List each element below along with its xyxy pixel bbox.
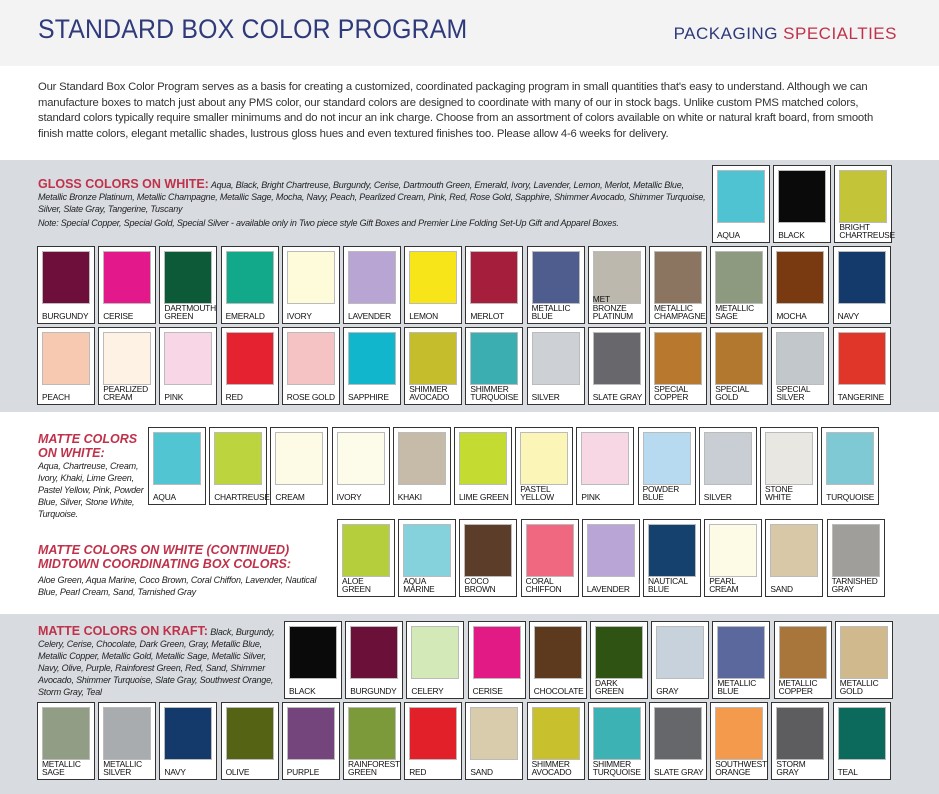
swatch-label: METALLIC BLUE — [531, 302, 571, 322]
swatch-label: PEACH — [42, 392, 70, 403]
swatch-gray — [651, 621, 709, 699]
swatch-label: SPECIAL GOLD — [715, 383, 749, 403]
swatch-label: MET BRONZE PLATINUM — [592, 294, 633, 322]
swatch-burgundy — [37, 246, 95, 324]
swatch-metallic-sage — [37, 702, 95, 780]
swatch-sand — [465, 702, 523, 780]
swatch-nautical-blue — [643, 519, 701, 597]
swatch-label: SILVER — [703, 492, 732, 503]
swatch-pearl-cream — [704, 519, 762, 597]
swatch-label: SLATE GRAY — [592, 392, 643, 403]
swatch-metallic-copper — [774, 621, 832, 699]
swatch-label: SHIMMER TURQUOISE — [470, 383, 519, 403]
swatch-silver — [527, 327, 585, 405]
swatch-color — [648, 524, 696, 577]
intro-paragraph: Our Standard Box Color Program serves as a basis for creating a customized, coordinated packaging program in small quantities that's easy to understand. Although we can manufacture boxes to match just about any PMS color, our standard colors are designed to coordinate with many of our in stock bags. Unlike custom PMS matched colors, standard colors typically require smaller minimums and do not incur an ink charge. Choose from an assortment of colors available on white or natural kraft board, from smooth finish matte colors, elegant metallic shades, lustrous gloss hues and even textured finishes too. Please allow 4-6 weeks for delivery. — [38, 81, 874, 140]
swatch-teal — [833, 702, 891, 780]
gloss-list: Aqua, Black, Bright Chartreuse, Burgundy, Cerise, Dartmouth Green, Emerald, Ivory, Lavender, Lemon, Merlot, Metallic Blue, Metallic Bronze Platinum, Metallic Champagne, Metallic Sage, Mocha, Navy, Peach, Pearlized Cream, Pink, Red, Rose Gold, Sapphire, Shimmer Avocado, Shimmer Turquoise, Silver, Slate Gray, Tangerine, Tuscany — [38, 180, 706, 214]
swatch-shimmer-avocado — [527, 702, 585, 780]
swatch-slate-gray — [649, 702, 707, 780]
swatch-color — [832, 524, 880, 577]
swatch-color — [464, 524, 512, 577]
swatch-label: DARK GREEN — [595, 677, 624, 697]
swatch-red — [404, 702, 462, 780]
swatch-label: SAPPHIRE — [348, 392, 389, 403]
swatch-olive — [221, 702, 279, 780]
swatch-label: LAVENDER — [586, 584, 630, 595]
swatch-color — [164, 251, 212, 304]
swatch-color — [654, 332, 702, 385]
swatch-color — [214, 432, 262, 485]
swatch-coral-chiffon — [521, 519, 579, 597]
swatch-turquoise — [821, 427, 879, 505]
swatch-rainforest-green — [343, 702, 401, 780]
swatch-label: STONE WHITE — [765, 483, 793, 503]
swatch-label: NAVY — [837, 311, 859, 322]
swatch-color — [593, 707, 641, 760]
swatch-shimmer-turquoise — [465, 327, 523, 405]
swatch-label: BLACK — [289, 686, 316, 697]
swatch-label: LIME GREEN — [459, 492, 509, 503]
swatch-label: METALLIC SILVER — [103, 758, 142, 778]
swatch-pink — [159, 327, 217, 405]
swatch-aqua-marine — [398, 519, 456, 597]
page-header — [0, 0, 939, 66]
swatch-dartmouth-green — [159, 246, 217, 324]
swatch-color — [776, 332, 824, 385]
swatch-lavender — [582, 519, 640, 597]
swatch-color — [275, 432, 323, 485]
kraft-heading: MATTE COLORS ON KRAFT: — [38, 624, 208, 638]
swatch-color — [826, 432, 874, 485]
swatch-label: STORM GRAY — [776, 758, 806, 778]
swatch-label: OLIVE — [225, 767, 250, 778]
swatch-ivory — [332, 427, 390, 505]
swatch-label: BURGUNDY — [42, 311, 89, 322]
swatch-label: AQUA — [717, 230, 740, 241]
swatch-label: PURPLE — [286, 767, 320, 778]
swatch-emerald — [221, 246, 279, 324]
swatch-label: PASTEL YELLOW — [520, 483, 554, 503]
swatch-color — [348, 707, 396, 760]
swatch-stone-white — [760, 427, 818, 505]
brand-name — [674, 24, 897, 44]
swatch-special-silver — [771, 327, 829, 405]
swatch-color — [654, 707, 702, 760]
swatch-cerise — [98, 246, 156, 324]
swatch-color — [779, 626, 827, 679]
swatch-color — [776, 251, 824, 304]
swatch-color — [776, 707, 824, 760]
swatch-metallic-champagne — [649, 246, 707, 324]
midtown-heading-2: MIDTOWN COORDINATING BOX COLORS: — [38, 557, 291, 571]
swatch-label: SHIMMER TURQUOISE — [592, 758, 641, 778]
swatch-label: NAUTICAL BLUE — [648, 575, 688, 595]
swatch-label: BRIGHT CHARTREUSE — [839, 221, 895, 241]
swatch-color — [838, 251, 886, 304]
swatch-label: TARNISHED GRAY — [831, 575, 878, 595]
swatch-label: TANGERINE — [837, 392, 885, 403]
swatch-label: SAND — [470, 767, 493, 778]
swatch-color — [398, 432, 446, 485]
swatch-sapphire — [343, 327, 401, 405]
swatch-color — [103, 332, 151, 385]
swatch-color — [459, 432, 507, 485]
swatch-label: CHARTREUSE — [214, 492, 270, 503]
swatch-label: DARTMOUTH GREEN — [164, 302, 216, 322]
swatch-color — [840, 626, 888, 679]
swatch-label: NAVY — [164, 767, 186, 778]
swatch-label: CERISE — [472, 686, 503, 697]
gloss-description — [38, 178, 706, 229]
swatch-color — [587, 524, 635, 577]
swatch-metallic-blue — [527, 246, 585, 324]
swatch-color — [593, 332, 641, 385]
swatch-color — [581, 432, 629, 485]
swatch-color — [342, 524, 390, 577]
swatch-label: BURGUNDY — [350, 686, 397, 697]
swatch-label: ALOE GREEN — [342, 575, 371, 595]
swatch-label: METALLIC COPPER — [778, 677, 818, 697]
swatch-color — [838, 332, 886, 385]
swatch-special-gold — [710, 327, 768, 405]
swatch-label: GRAY — [656, 686, 679, 697]
swatch-label: CERISE — [103, 311, 134, 322]
swatch-color — [103, 707, 151, 760]
swatch-rose-gold — [282, 327, 340, 405]
brand-part-2: SPECIALTIES — [783, 24, 897, 43]
swatch-label: TEAL — [837, 767, 858, 778]
swatch-celery — [406, 621, 464, 699]
swatch-color — [337, 432, 385, 485]
swatch-color — [654, 251, 702, 304]
swatch-color — [226, 332, 274, 385]
swatch-lime-green — [454, 427, 512, 505]
swatch-label: METALLIC BLUE — [717, 677, 757, 697]
swatch-aqua — [712, 165, 770, 243]
swatch-color — [164, 707, 212, 760]
matte-list: Aqua, Chartreuse, Cream, Ivory, Khaki, Lime Green, Pastel Yellow, Pink, Powder Blue, Silver, Stone White, Turquoise. — [38, 461, 144, 519]
swatch-pearlized-cream — [98, 327, 156, 405]
gloss-heading: GLOSS COLORS ON WHITE: — [38, 177, 209, 191]
swatch-label: COCO BROWN — [464, 575, 496, 595]
swatch-silver — [699, 427, 757, 505]
swatch-color — [534, 626, 582, 679]
swatch-color — [403, 524, 451, 577]
swatch-black — [773, 165, 831, 243]
swatch-label: SHIMMER AVOCADO — [531, 758, 572, 778]
swatch-navy — [159, 702, 217, 780]
swatch-color — [348, 332, 396, 385]
swatch-color — [350, 626, 398, 679]
swatch-color — [42, 332, 90, 385]
swatch-color — [470, 251, 518, 304]
swatch-color — [526, 524, 574, 577]
swatch-navy — [833, 246, 891, 324]
swatch-label: PINK — [164, 392, 184, 403]
swatch-shimmer-avocado — [404, 327, 462, 405]
swatch-label: POWDER BLUE — [642, 483, 680, 503]
swatch-color — [717, 626, 765, 679]
swatch-red — [221, 327, 279, 405]
swatch-mocha — [771, 246, 829, 324]
swatch-metallic-sage — [710, 246, 768, 324]
swatch-label: EMERALD — [225, 311, 265, 322]
swatch-chocolate — [529, 621, 587, 699]
swatch-merlot — [465, 246, 523, 324]
swatch-metallic-silver — [98, 702, 156, 780]
swatch-label: METALLIC CHAMPAGNE — [654, 302, 706, 322]
swatch-color — [838, 707, 886, 760]
swatch-lavender — [343, 246, 401, 324]
swatch-label: SHIMMER AVOCADO — [409, 383, 450, 403]
swatch-label: ROSE GOLD — [286, 392, 335, 403]
swatch-tangerine — [833, 327, 891, 405]
swatch-color — [42, 707, 90, 760]
midtown-heading-1: MATTE COLORS ON WHITE (CONTINUED) — [38, 543, 290, 557]
swatch-color — [709, 524, 757, 577]
swatch-color — [532, 251, 580, 304]
swatch-label: CORAL CHIFFON — [525, 575, 562, 595]
swatch-color — [704, 432, 752, 485]
swatch-label: KHAKI — [397, 492, 422, 503]
swatch-color — [778, 170, 826, 223]
swatch-burgundy — [345, 621, 403, 699]
swatch-label: IVORY — [286, 311, 312, 322]
swatch-lemon — [404, 246, 462, 324]
swatch-color — [717, 170, 765, 223]
swatch-color — [164, 332, 212, 385]
swatch-bright-chartreuse — [834, 165, 895, 243]
swatch-tarnished-gray — [827, 519, 885, 597]
midtown-list: Aloe Green, Aqua Marine, Coco Brown, Coral Chiffon, Lavender, Nautical Blue, Pearl Cream, Sand, Tarnished Gray — [38, 575, 317, 597]
swatch-powder-blue — [638, 427, 696, 505]
swatch-label: SOUTHWEST ORANGE — [715, 758, 767, 778]
swatch-label: LEMON — [409, 311, 438, 322]
swatch-color — [287, 332, 335, 385]
swatch-label: CREAM — [275, 492, 305, 503]
swatch-label: LAVENDER — [348, 311, 391, 322]
swatch-color — [643, 432, 691, 485]
swatch-aqua — [148, 427, 206, 505]
swatch-purple — [282, 702, 340, 780]
swatch-label: BLACK — [778, 230, 805, 241]
swatch-color — [409, 332, 457, 385]
swatch-color — [532, 707, 580, 760]
swatch-color — [287, 251, 335, 304]
swatch-color — [411, 626, 459, 679]
swatch-cerise — [468, 621, 526, 699]
swatch-color — [715, 707, 763, 760]
swatch-color — [409, 251, 457, 304]
swatch-color — [42, 251, 90, 304]
swatch-label: RED — [225, 392, 243, 403]
swatch-label: RED — [409, 767, 427, 778]
gloss-note: Note: Special Copper, Special Gold, Special Silver - available only in Two piece style Gift Boxes and Premier Line Folding Set-Up Gift and Apparel Boxes. — [38, 218, 619, 228]
brand-part-1: PACKAGING — [673, 24, 778, 43]
swatch-color — [715, 251, 763, 304]
swatch-label: CELERY — [411, 686, 444, 697]
swatch-color — [470, 707, 518, 760]
swatch-label: SPECIAL SILVER — [776, 383, 811, 403]
swatch-label: METALLIC SAGE — [42, 758, 81, 778]
swatch-label: TURQUOISE — [826, 492, 875, 503]
swatch-color — [103, 251, 151, 304]
swatch-label: PEARL CREAM — [709, 575, 739, 595]
swatch-label: METALLIC GOLD — [839, 677, 879, 697]
swatch-pink — [576, 427, 634, 505]
swatch-color — [348, 251, 396, 304]
swatch-color — [153, 432, 201, 485]
swatch-cream — [270, 427, 328, 505]
swatch-label: SAND — [770, 584, 793, 595]
swatch-sand — [765, 519, 823, 597]
swatch-shimmer-turquoise — [588, 702, 646, 780]
swatch-black — [284, 621, 342, 699]
swatch-label: METALLIC SAGE — [715, 302, 754, 322]
swatch-metallic-blue — [712, 621, 770, 699]
kraft-description — [38, 625, 282, 698]
swatch-peach — [37, 327, 95, 405]
swatch-special-copper — [649, 327, 707, 405]
swatch-color — [409, 707, 457, 760]
swatch-label: AQUA MARINE — [403, 575, 435, 595]
swatch-color — [765, 432, 813, 485]
swatch-slate-gray — [588, 327, 646, 405]
midtown-description — [38, 543, 336, 598]
swatch-color — [715, 332, 763, 385]
swatch-color — [839, 170, 887, 223]
swatch-label: PINK — [581, 492, 601, 503]
swatch-color — [656, 626, 704, 679]
swatch-color — [532, 332, 580, 385]
swatch-color — [226, 707, 274, 760]
swatch-ivory — [282, 246, 340, 324]
swatch-label: MOCHA — [776, 311, 807, 322]
swatch-label: PEARLIZED CREAM — [103, 383, 148, 403]
swatch-label: IVORY — [336, 492, 362, 503]
swatch-label: SPECIAL COPPER — [654, 383, 689, 403]
kraft-list: Black, Burgundy, Celery, Cerise, Chocolate, Dark Green, Gray, Metallic Blue, Metallic Copper, Metallic Gold, Metallic Sage, Metallic Silver, Navy, Olive, Purple, Rainforest Green, Red, Sand, Shimmer Avocado, Shimmer Turquoise, Slate Gray, Southwest Orange, Storm Gray, Teal — [38, 627, 275, 697]
swatch-southwest-orange — [710, 702, 768, 780]
swatch-khaki — [393, 427, 451, 505]
swatch-color — [289, 626, 337, 679]
swatch-aloe-green — [337, 519, 395, 597]
swatch-label: MERLOT — [470, 311, 505, 322]
swatch-color — [226, 251, 274, 304]
swatch-pastel-yellow — [515, 427, 573, 505]
swatch-color — [473, 626, 521, 679]
swatch-label: SLATE GRAY — [654, 767, 704, 778]
swatch-color — [470, 332, 518, 385]
swatch-label: RAINFOREST GREEN — [348, 758, 400, 778]
page-title: STANDARD BOX COLOR PROGRAM — [38, 14, 468, 44]
swatch-color — [287, 707, 335, 760]
swatch-color — [770, 524, 818, 577]
matte-description — [38, 432, 150, 520]
swatch-storm-gray — [771, 702, 829, 780]
swatch-dark-green — [590, 621, 648, 699]
swatch-color — [520, 432, 568, 485]
matte-heading: MATTE COLORS ON WHITE: — [38, 432, 138, 460]
swatch-chartreuse — [209, 427, 270, 505]
swatch-label: CHOCOLATE — [533, 686, 584, 697]
swatch-coco-brown — [459, 519, 517, 597]
swatch-metallic-gold — [835, 621, 893, 699]
swatch-color — [595, 626, 643, 679]
swatch-label: AQUA — [153, 492, 176, 503]
swatch-label: SILVER — [531, 392, 560, 403]
swatch-met-bronze-platinum — [588, 246, 646, 324]
